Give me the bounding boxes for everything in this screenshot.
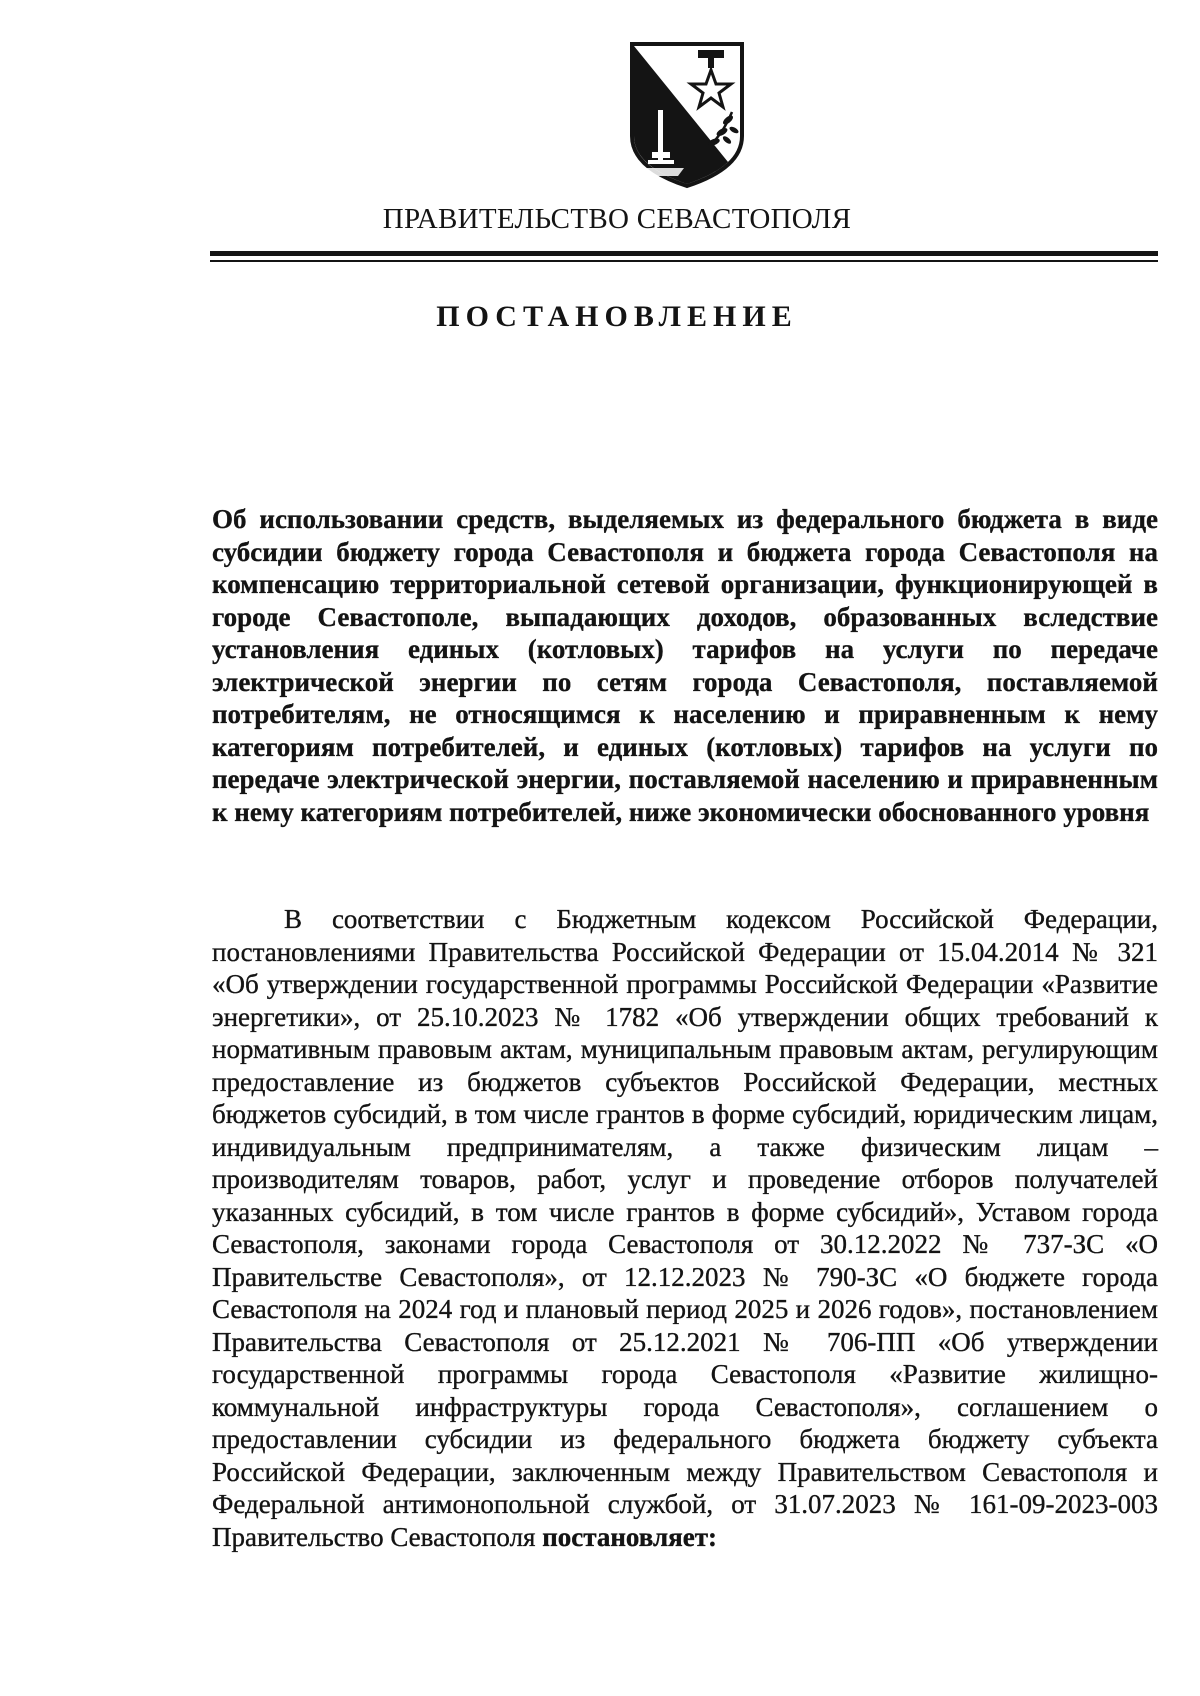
coat-of-arms-icon [628, 40, 746, 190]
decree-word: постановляет: [542, 1521, 717, 1552]
preamble-text: В соответствии с Бюджетным кодексом Российской Федерации, постановлениями Правительства Российской Федерации от 15.04.2014 № 321 «Об утверждении государственной программы Российской Федерации «Развитие энергетики», от 25.10.2023 № 1782 «Об утверждении общих требований к нормативным правовым актам, муниципальным правовым актам, регулирующим предоставление из бюджетов субъектов Российской Федерации, местных бюджетов субсидий, в том числе грантов в форме субсидий, юридическим лицам, индивидуальным предпринимателям, а также физическим лицам – производителям товаров, работ, услуг и проведение отборов получателей указанных субсидий, в том числе грантов в форме субсидий», Уставом города Севастополя, законами города Севастополя от 30.12.2022 № 737-ЗС «О Правительстве Севастополя», от 12.12.2023 № 790-ЗС «О бюджете города Севастополя на 2024 год и плановый период 2025 и 2026 годов», постановлением Правительства Севастополя от 25.12.2021 № 706-ПП «Об утверждении государственной программы города Севастополя «Развитие жилищно-коммунальной инфраструктуры города Севастополя», соглашением о предоставлении субсидии из федерального бюджета бюджету субъекта Российской Федерации, заключенным между Правительством Севастополя и Федеральной антимонопольной службой, от 31.07.2023 № 161-09-2023-003 Правительство Севастополя [212, 904, 1158, 1552]
document-preamble [212, 903, 1158, 1553]
document-title: Об использовании средств, выделяемых из федерального бюджета в виде субсидии бюджету города Севастополя и бюджета города Севастополя на компенсацию территориальной сетевой организации, функционирующей в городе Севастополе, выпадающих доходов, образованных вследствие установления единых (котловых) тарифов на услуги по передаче электрической энергии по сетям города Севастополя, поставляемой потребителям, не относящимся к населению и приравненным к нему категориям потребителей, и единых (котловых) тарифов на услуги по передаче электрической энергии, поставляемой населению и приравненным к нему категориям потребителей, ниже экономически обоснованного уровня [212, 504, 1158, 827]
document-type-heading: ПОСТАНОВЛЕНИЕ [436, 300, 798, 333]
header-divider-thick [210, 251, 1158, 256]
government-name: ПРАВИТЕЛЬСТВО СЕВАСТОПОЛЯ [382, 203, 852, 235]
header-divider-thin [210, 260, 1158, 262]
